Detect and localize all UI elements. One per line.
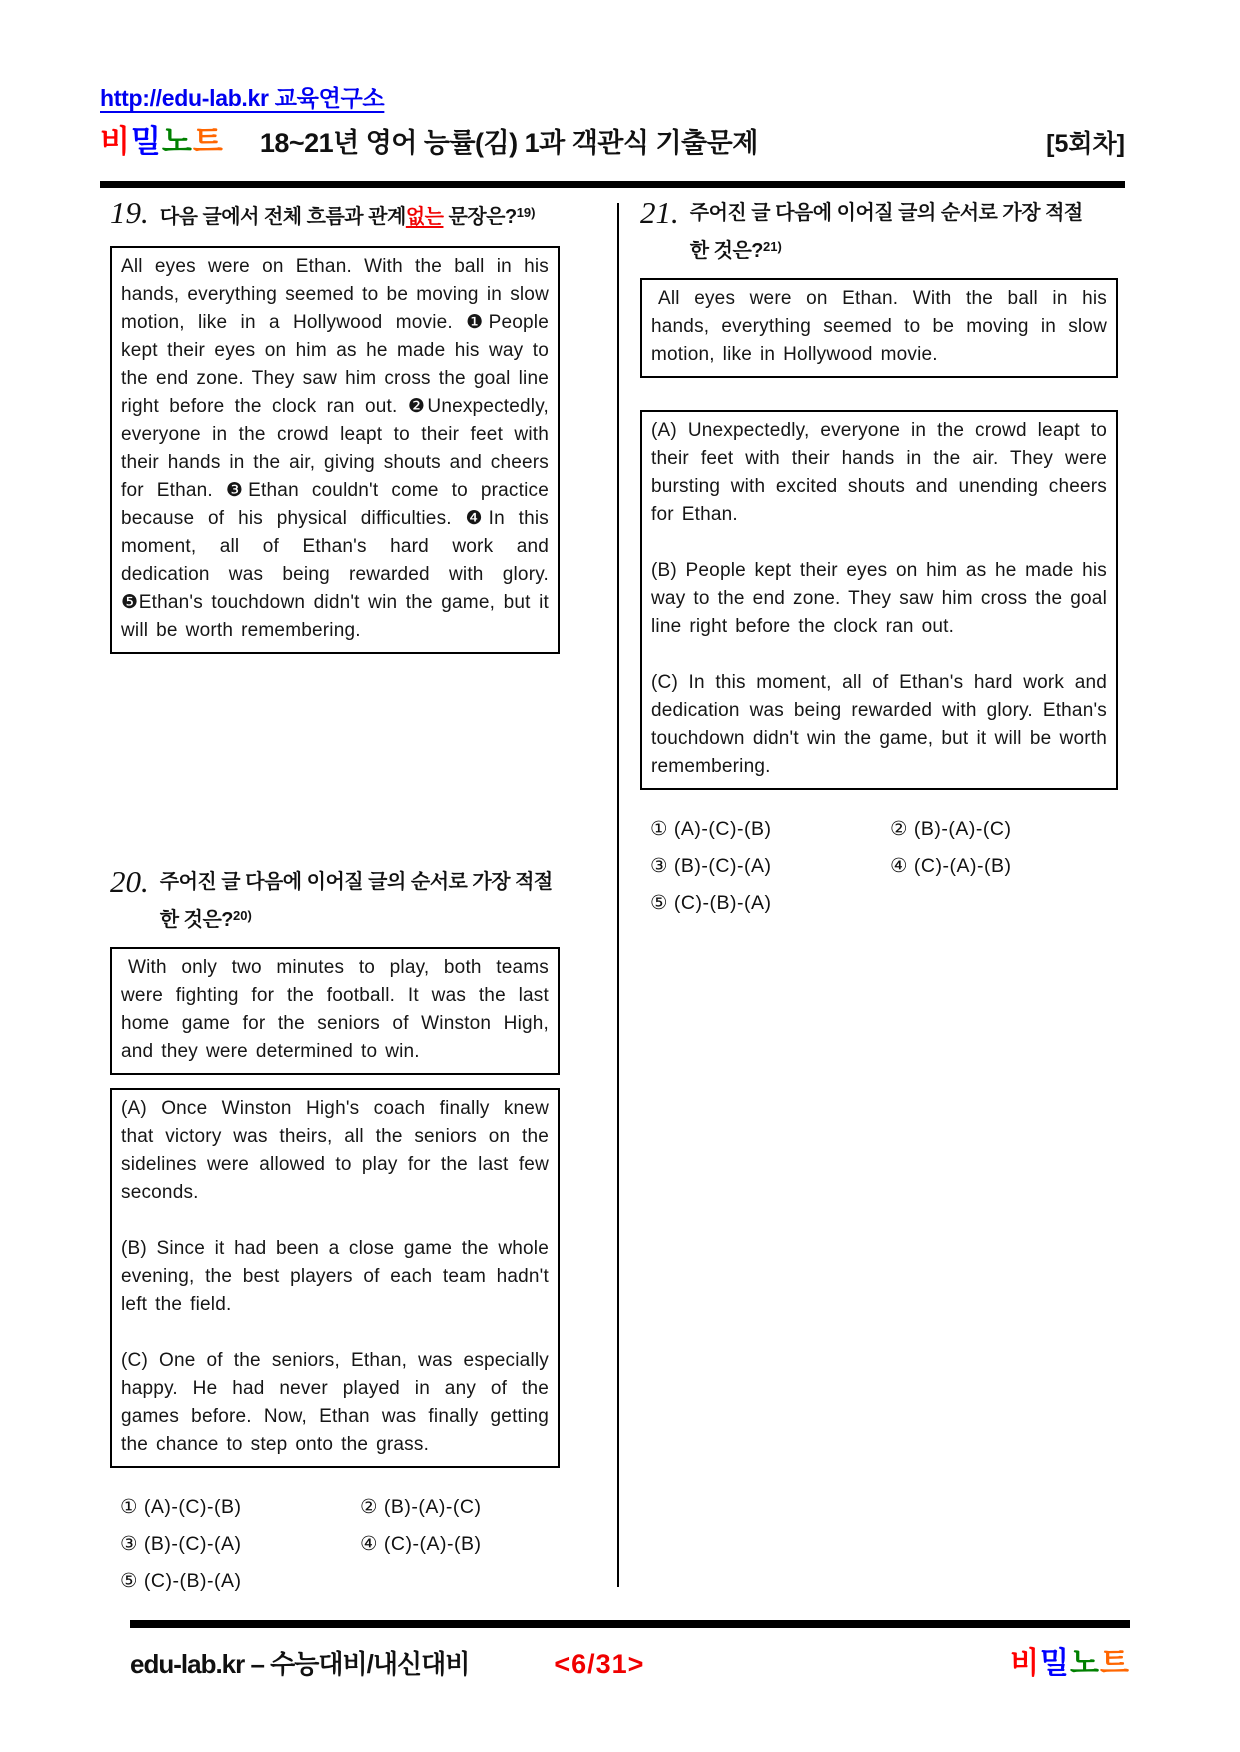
q21-options-box — [640, 410, 1118, 790]
choice-option: ⑤ (C)-(B)-(A) — [120, 1570, 242, 1592]
footer — [130, 1638, 1130, 1682]
question-21 — [640, 196, 1118, 915]
footer-site-label: edu-lab.kr – 수능대비/내신대비 — [130, 1649, 470, 1679]
question-prompt — [160, 196, 536, 234]
choice-option: ① (A)-(C)-(B) — [120, 1496, 242, 1518]
header-title-row — [100, 116, 1125, 161]
footnote-ref: 21) — [762, 239, 782, 254]
question-19-header — [110, 196, 560, 234]
brand-char: 노 — [161, 124, 193, 159]
brand-char: 밀 — [1040, 1647, 1071, 1680]
doc-title: 18~21년 영어 능률(김) 1과 객관식 기출문제 — [259, 128, 758, 158]
prompt-text: 한 것은?$^{20)}$ — [159, 908, 252, 931]
question-prompt — [690, 196, 1083, 268]
option-paragraph-a: (A) Once Winston High's coach finally knew that victory was theirs, all the seniors on the sidelines were allowed to play for the last few seconds. — [121, 1098, 549, 1203]
brand-char: 밀 — [130, 124, 162, 159]
choice-option: ② (B)-(A)-(C) — [890, 818, 1012, 840]
question-prompt — [160, 865, 553, 937]
prompt-text: 문장은? — [443, 206, 517, 228]
header-rule — [100, 181, 1125, 188]
left-column — [110, 195, 560, 1592]
passage-text: All eyes were on Ethan. With the ball in his hands, everything seemed to be moving in slow motion, like in a Hollywood movie. ❶People kept their eyes on him as he made his way to the end zone. They saw him cross the goal line right before the clock ran out. ❷Unexpectedly, everyone in the crowd leapt to their feet with their hands in the air, giving shouts and cheers for Ethan. ❸Ethan couldn't come to practice because of his physical difficulties. ❹In this moment, all of Ethan's hard work and dedication was being rewarded with glory. ❺Ethan's touchdown didn't win the game, but it will be worth remembering. — [121, 256, 549, 641]
choice-option: ① (A)-(C)-(B) — [650, 818, 772, 840]
question-19 — [110, 196, 560, 654]
option-paragraph-c: (C) In this moment, all of Ethan's hard work and dedication was being rewarded with glory. Ethan's touchdown didn't win the game, but it will be worth remembering. — [651, 672, 1107, 777]
prompt-text: 주어진 글 다음에 이어질 글의 순서로 가장 적절 — [689, 202, 1083, 224]
question-number: 19. — [110, 195, 149, 230]
brand-char: 비 — [1010, 1647, 1041, 1680]
brand-char: 트 — [192, 124, 224, 159]
question-20-header — [110, 865, 560, 937]
choice-option: ③ (B)-(C)-(A) — [120, 1533, 242, 1555]
round-badge: [5회차] — [1046, 130, 1125, 158]
q20-given-box — [110, 947, 560, 1075]
page-indicator: <6/31> — [554, 1649, 645, 1679]
option-paragraph-b: (B) Since it had been a close game the whole evening, the best players of each team hadn't left the field. — [121, 1238, 549, 1315]
prompt-text: 주어진 글 다음에 이어질 글의 순서로 가장 적절 — [159, 871, 553, 893]
prompt-text: 한 것은?$^{21)}$ — [689, 239, 782, 262]
option-paragraph-c: (C) One of the seniors, Ethan, was especially happy. He had never played in any of the games before. Now, Ethan was finally getting the chance to step onto the grass. — [121, 1350, 549, 1455]
column-divider — [617, 203, 619, 1587]
right-column — [640, 196, 1118, 915]
q21-choices — [640, 817, 1118, 915]
brand-char: 비 — [100, 124, 131, 159]
site-link[interactable]: http://edu-lab.kr 교육연구소 — [100, 85, 385, 111]
footnote-ref: 20) — [232, 908, 252, 923]
q20-options-box — [110, 1088, 560, 1468]
choice-option: ③ (B)-(C)-(A) — [650, 855, 772, 877]
option-paragraph-a: (A) Unexpectedly, everyone in the crowd leapt to their feet with their hands in the air. They were bursting with excited shouts and unending cheers for Ethan. — [651, 420, 1107, 525]
choice-option: ④ (C)-(A)-(B) — [890, 855, 1012, 877]
question-number: 20. — [110, 864, 149, 899]
footer-rule — [130, 1620, 1130, 1628]
choice-option: ② (B)-(A)-(C) — [360, 1496, 482, 1518]
footnote-ref: 19) — [516, 205, 536, 220]
q21-given-box — [640, 278, 1118, 378]
option-paragraph-b: (B) People kept their eyes on him as he made his way to the end zone. They saw him cross the goal line right before the clock ran out. — [651, 560, 1107, 637]
brand-char: 트 — [1100, 1647, 1130, 1680]
question-20 — [110, 865, 560, 1593]
choice-option: ④ (C)-(A)-(B) — [360, 1533, 482, 1555]
question-number: 21. — [640, 195, 679, 230]
choice-option: ⑤ (C)-(B)-(A) — [650, 892, 772, 914]
q19-passage-box — [110, 246, 560, 654]
passage-text: All eyes were on Ethan. With the ball in his hands, everything seemed to be moving in slow motion, like in Hollywood movie. — [651, 288, 1107, 365]
prompt-highlight: 없는 — [405, 206, 444, 228]
brand-char: 노 — [1070, 1647, 1101, 1680]
footer-brand-logo — [1010, 1638, 1130, 1682]
prompt-text: 다음 글에서 전체 흐름과 관계 — [159, 206, 406, 228]
brand-logo — [100, 116, 224, 161]
q20-choices — [110, 1495, 560, 1593]
question-21-header — [640, 196, 1118, 268]
passage-text: With only two minutes to play, both teams were fighting for the football. It was the last home game for the seniors of Winston High, and they were determined to win. — [121, 957, 549, 1062]
